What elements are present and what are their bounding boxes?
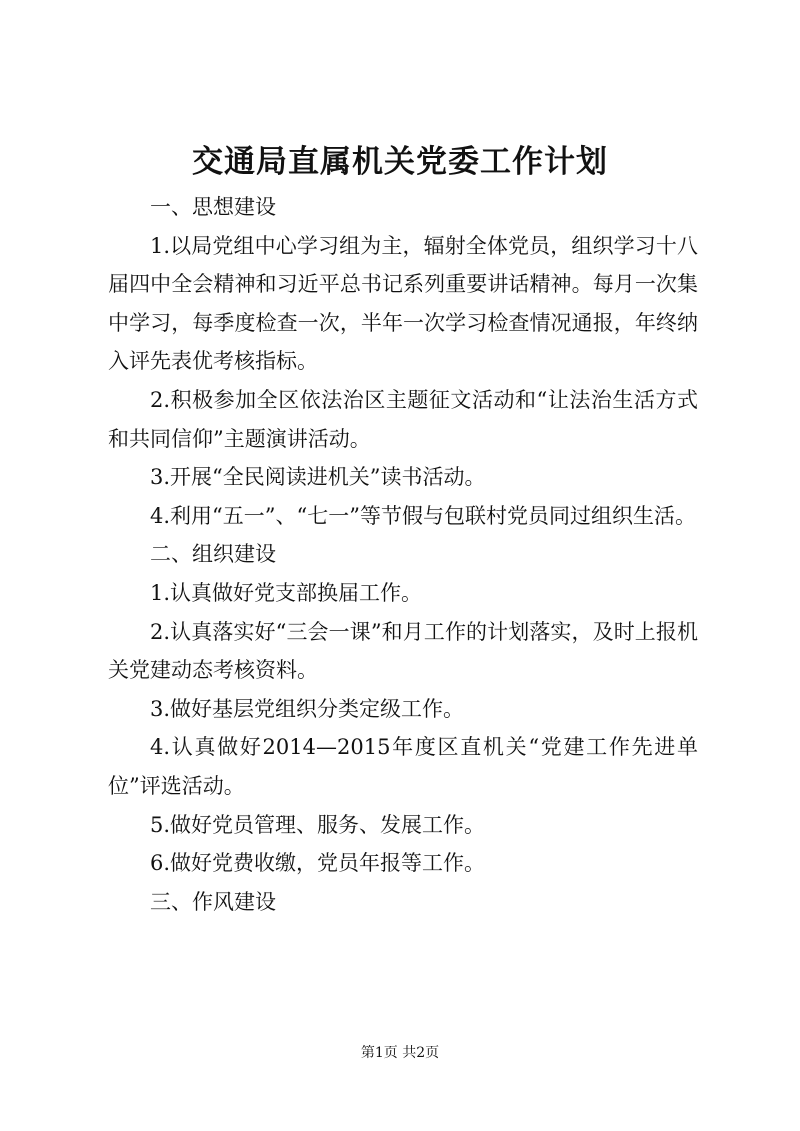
section-heading: 二、组织建设 bbox=[150, 542, 276, 567]
paragraph: 4.利用“五一”、“七一”等节假与包联村党员同过组织生活。 bbox=[150, 503, 696, 528]
paragraph: 4.认真做好2014—2015年度区直机关“党建工作先进单位”评选活动。 bbox=[108, 735, 698, 798]
paragraph: 1.认真做好党支部换届工作。 bbox=[150, 580, 423, 605]
paragraph: 5.做好党员管理、服务、发展工作。 bbox=[150, 812, 486, 837]
paragraph: 2.积极参加全区依法治区主题征文活动和“让法治生活方式和共同信仰”主题演讲活动。 bbox=[108, 387, 698, 451]
section-heading: 一、思想建设 bbox=[150, 195, 276, 219]
document-body bbox=[108, 188, 698, 921]
section-heading: 三、作风建设 bbox=[150, 889, 276, 914]
document-title: 交通局直属机关党委工作计划 bbox=[192, 144, 608, 180]
page-number-footer: 第1页 共2页 bbox=[360, 1045, 440, 1061]
paragraph: 3.做好基层党组织分类定级工作。 bbox=[150, 696, 465, 721]
paragraph: 2.认真落实好“三会一课”和月工作的计划落实，及时上报机关党建动态考核资料。 bbox=[108, 619, 698, 683]
paragraph: 6.做好党费收缴，党员年报等工作。 bbox=[150, 851, 486, 876]
paragraph: 3.开展“全民阅读进机关”读书活动。 bbox=[150, 465, 486, 490]
paragraph: 1.以局党组中心学习组为主，辐射全体党员，组织学习十八届四中全会精神和习近平总书记系列重要讲话精神。每月一次集中学习，每季度检查一次，半年一次学习检查情况通报，年终纳入评先表优考核指标。 bbox=[108, 233, 698, 374]
